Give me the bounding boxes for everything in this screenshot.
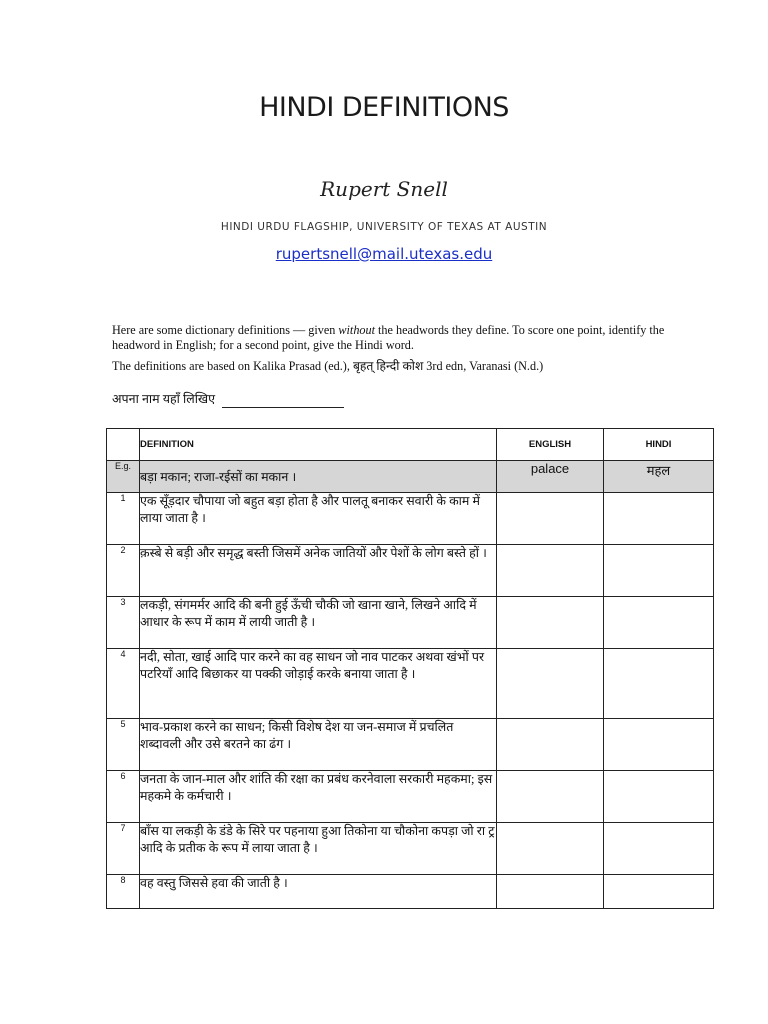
hindi-answer-cell[interactable] [604,875,714,909]
row-number: 4 [107,649,140,719]
row-definition: भाव-प्रकाश करने का साधन; किसी विशेष देश या जन-समाज में प्रचलित शब्दावली और उसे बरतने का ढंग । [140,719,497,771]
row-definition: नदी, सोता, खाई आदि पार करने का वह साधन जो नाव पाटकर अथवा खंभों पर पटरियाँ आदि बिछाकर या पक्की जोड़ाई करके बनाया जाता है । [140,649,497,719]
english-answer-cell[interactable] [497,493,604,545]
table-header-row [107,429,714,461]
email-link[interactable]: rupertsnell@mail.utexas.edu [275,245,493,263]
hindi-answer-cell[interactable] [604,771,714,823]
example-row [107,461,714,493]
table-row [107,719,714,771]
hindi-answer-cell[interactable] [604,493,714,545]
table-row [107,597,714,649]
row-number: 1 [107,493,140,545]
english-answer-cell[interactable] [497,823,604,875]
row-number: 6 [107,771,140,823]
row-number: 2 [107,545,140,597]
hindi-answer-cell[interactable] [604,649,714,719]
number-header [107,429,140,461]
english-header: ENGLISH [497,429,604,461]
table-row [107,875,714,909]
hindi-answer-cell[interactable] [604,719,714,771]
row-number: 8 [107,875,140,909]
english-answer-cell[interactable] [497,719,604,771]
row-definition: क़स्बे से बड़ी और समृद्ध बस्ती जिसमें अनेक जातियों और पेशों के लोग बस्ते हों । [140,545,497,597]
name-prompt-label: अपना नाम यहाँ लिखिए [112,392,216,406]
english-answer-cell[interactable] [497,649,604,719]
example-hindi: महल [604,461,714,493]
row-definition: जनता के जान-माल और शांति की रक्षा का प्रबंध करनेवाला सरकारी महकमा; इस महकमे के कर्मचारी । [140,771,497,823]
table-row [107,545,714,597]
source-note: The definitions are based on Kalika Prasad (ed.), बृहत् हिन्दी कोश 3rd edn, Varanasi (N.d.) [112,359,544,373]
row-definition: लकड़ी, संगमर्मर आदि की बनी हुई ऊँची चौकी जो खाना खाने, लिखने आदि में आधार के रूप में काम में लायी जाती है । [140,597,497,649]
row-definition: एक सूँड़दार चौपाया जो बहुत बड़ा होता है और पालतू बनाकर सवारी के काम में लाया जाता है । [140,493,497,545]
example-english: palace [497,461,604,493]
instructions-emphasis: without [338,323,375,337]
row-definition: बाँस या लकड़ी के डंडे के सिरे पर पहनाया हुआ तिकोना या चौकोना कपड़ा जो रा ट्र आदि के प्रतीक के रूप में लाया जाता है । [140,823,497,875]
author-name: Rupert Snell [320,177,448,201]
row-number: 3 [107,597,140,649]
english-answer-cell[interactable] [497,597,604,649]
table-row [107,649,714,719]
name-blank-field[interactable] [222,392,344,408]
name-prompt-line [112,390,344,408]
example-label: E.g. [107,461,140,493]
table-row [107,823,714,875]
instructions-text-continued: the headwords they define. To score one point, identify the headword in English; for a second point, give the Hindi word. [112,323,665,352]
row-number: 7 [107,823,140,875]
english-answer-cell[interactable] [497,875,604,909]
english-answer-cell[interactable] [497,771,604,823]
instructions-text: Here are some dictionary definitions — given [112,323,339,337]
table-row [107,493,714,545]
hindi-answer-cell[interactable] [604,597,714,649]
document-title: HINDI DEFINITIONS [259,92,509,123]
example-definition: बड़ा मकान; राजा-रईसों का मकान । [140,461,497,493]
definitions-table [106,428,714,909]
row-number: 5 [107,719,140,771]
instructions [112,323,672,374]
row-definition: वह वस्तु जिससे हवा की जाती है । [140,875,497,909]
table-row [107,771,714,823]
author-email [0,245,768,263]
hindi-answer-cell[interactable] [604,823,714,875]
author-affiliation: HINDI URDU FLAGSHIP, UNIVERSITY OF TEXAS AT AUSTIN [220,221,548,233]
hindi-header: HINDI [604,429,714,461]
definition-header: DEFINITION [140,429,497,461]
english-answer-cell[interactable] [497,545,604,597]
instructions-paragraph [112,323,672,353]
hindi-answer-cell[interactable] [604,545,714,597]
